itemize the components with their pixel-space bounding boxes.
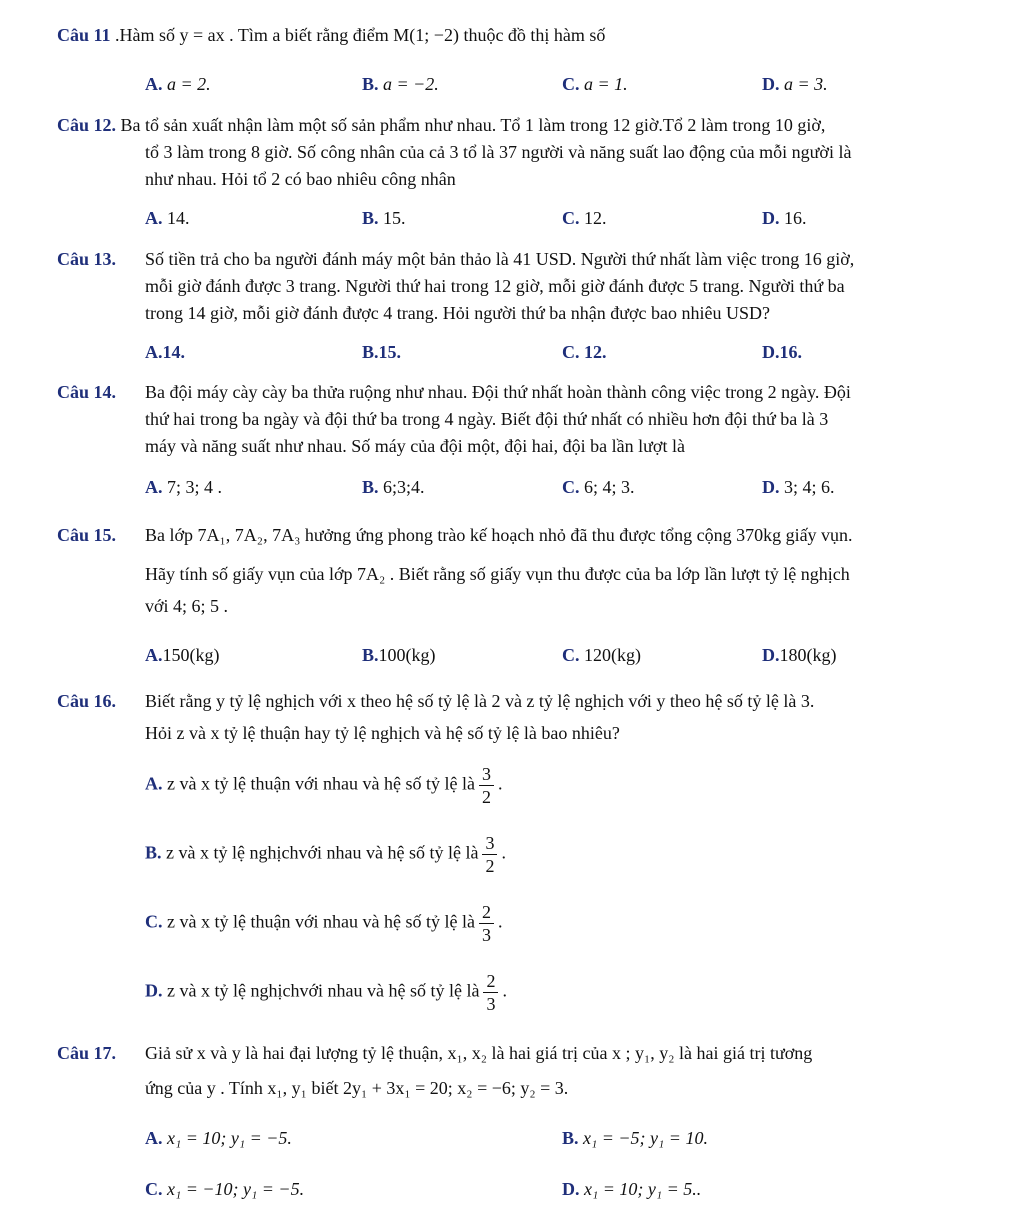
- option-a[interactable]: [145, 474, 222, 501]
- option-label: A.: [145, 477, 163, 497]
- option-d[interactable]: [762, 642, 837, 669]
- option-text: a = 3.: [784, 74, 828, 94]
- option-text: 6; 4; 3.: [584, 477, 635, 497]
- question-text-cont: thứ hai trong ba ngày và đội thứ ba trong 4 ngày. Biết đội thứ nhất có nhiều hơn đội thứ ba là 3: [145, 409, 829, 429]
- option-d[interactable]: D. z và x tỷ lệ nghịchvới nhau và hệ số tỷ lệ là $\frac{2}{3}$ .: [145, 971, 507, 1014]
- question-number: Câu 15.: [57, 525, 117, 545]
- option-text: 100(kg): [378, 645, 436, 665]
- option-text: z và x tỷ lệ thuận với nhau và hệ số tỷ lệ là: [162, 911, 475, 932]
- option-b[interactable]: [362, 642, 436, 669]
- question-text-cont: ứng của y . Tính x₁, y₁ biết 2y₁ + 3x₁ = 20; x₂ = −6; y₂ = 3.: [145, 1078, 569, 1098]
- fraction: $\frac{3}{2}$: [479, 763, 494, 808]
- question-text-cont: Hãy tính số giấy vụn của lớp 7A₂ . Biết rằng số giấy vụn thu được của ba lớp lần lượt tỷ lệ nghịch: [145, 564, 850, 584]
- question-14: [57, 379, 997, 406]
- option-label: C.: [145, 1179, 163, 1199]
- option-label: B.: [362, 74, 379, 94]
- option-label: A.: [145, 645, 163, 665]
- question-text: Giả sử x và y là hai đại lượng tỷ lệ thuận, x₁, x₂ là hai giá trị của x ; y₁, y₂ là hai giá trị tương: [145, 1043, 813, 1063]
- option-c[interactable]: [562, 71, 628, 98]
- option-text: 15.: [378, 342, 402, 362]
- option-b[interactable]: B. z và x tỷ lệ nghịchvới nhau và hệ số tỷ lệ là $\frac{3}{2}$ .: [145, 833, 506, 876]
- option-c[interactable]: [562, 474, 635, 501]
- option-label: C.: [562, 477, 580, 497]
- question-text-cont: tổ 3 làm trong 8 giờ. Số công nhân của cả 3 tổ là 37 người và năng suất lao động của mỗi người là: [145, 142, 852, 162]
- option-label: B.: [362, 208, 379, 228]
- option-text: z và x tỷ lệ nghịchvới nhau và hệ số tỷ lệ là: [161, 842, 479, 863]
- question-text-cont: máy và năng suất như nhau. Số máy của đội một, đội hai, đội ba lần lượt là: [145, 436, 685, 456]
- question-16: [57, 688, 997, 715]
- question-17: [57, 1040, 997, 1067]
- option-label: D.: [562, 1179, 580, 1199]
- option-text: 7; 3; 4 .: [167, 477, 223, 497]
- question-number: Câu 16.: [57, 691, 117, 711]
- option-label: A.: [145, 208, 163, 228]
- option-d[interactable]: [762, 339, 802, 366]
- option-text: 16.: [784, 208, 807, 228]
- option-text: 3; 4; 6.: [784, 477, 835, 497]
- question-number: Câu 13.: [57, 249, 117, 269]
- option-d[interactable]: [762, 474, 835, 501]
- question-text: Số tiền trả cho ba người đánh máy một bản thảo là 41 USD. Người thứ nhất làm việc trong 16 giờ,: [145, 249, 855, 269]
- question-text-cont: với 4; 6; 5 .: [145, 596, 229, 616]
- question-13: [57, 246, 997, 273]
- option-a[interactable]: A. z và x tỷ lệ thuận với nhau và hệ số tỷ lệ là $\frac{3}{2}$ .: [145, 764, 503, 807]
- option-c[interactable]: [562, 642, 641, 669]
- option-a[interactable]: [145, 339, 185, 366]
- option-label: C.: [562, 208, 580, 228]
- option-text: x₁ = 10; y₁ = 5..: [584, 1179, 702, 1199]
- option-label: B.: [145, 842, 162, 863]
- question-number: Câu 12.: [57, 115, 117, 135]
- question-11: [57, 22, 997, 49]
- option-text: 180(kg): [779, 645, 837, 665]
- question-text: Biết rằng y tỷ lệ nghịch với x theo hệ số tỷ lệ là 2 và z tỷ lệ nghịch với y theo hệ số tỷ lệ là 3.: [145, 691, 815, 711]
- question-text-cont: mỗi giờ đánh được 3 trang. Người thứ hai trong 12 giờ, mỗi giờ đánh được 5 trang. Người thứ ba: [145, 276, 845, 296]
- option-b[interactable]: [362, 71, 439, 98]
- option-text: a = 2.: [167, 74, 211, 94]
- option-a[interactable]: [145, 71, 211, 98]
- option-label: C.: [562, 74, 580, 94]
- option-text: a = −2.: [383, 74, 439, 94]
- option-label: A.: [145, 74, 163, 94]
- question-text: .Hàm số y = ax . Tìm a biết rằng điểm M(1; −2) thuộc đồ thị hàm số: [110, 25, 606, 45]
- option-a[interactable]: [145, 1125, 292, 1152]
- question-text: Ba đội máy cày cày ba thửa ruộng như nhau. Đội thứ nhất hoàn thành công việc trong 2 ngày. Đội: [145, 382, 851, 402]
- option-text: 14.: [167, 208, 190, 228]
- option-label: B.: [562, 1128, 579, 1148]
- option-d[interactable]: [762, 71, 828, 98]
- option-label: D.: [762, 645, 780, 665]
- question-number: Câu 17.: [57, 1043, 117, 1063]
- option-a[interactable]: [145, 205, 190, 232]
- option-b[interactable]: [362, 339, 401, 366]
- option-text: 120(kg): [584, 645, 641, 665]
- question-text-cont: Hỏi z và x tỷ lệ thuận hay tỷ lệ nghịch và hệ số tỷ lệ là bao nhiêu?: [145, 723, 620, 743]
- option-text: x₁ = −5; y₁ = 10.: [583, 1128, 708, 1148]
- option-label: D.: [762, 208, 780, 228]
- question-text: Ba tổ sản xuất nhận làm một số sản phẩm như nhau. Tổ 1 làm trong 12 giờ.Tổ 2 làm trong 10 giờ,: [116, 115, 826, 135]
- option-label: B.: [362, 477, 379, 497]
- fraction: $\frac{2}{3}$: [483, 970, 498, 1015]
- option-label: B.: [362, 645, 379, 665]
- question-15: [57, 522, 997, 549]
- option-b[interactable]: [362, 474, 425, 501]
- option-b[interactable]: [562, 1125, 708, 1152]
- option-label: D.: [145, 980, 163, 1001]
- fraction: $\frac{2}{3}$: [479, 901, 494, 946]
- fraction: $\frac{3}{2}$: [482, 832, 497, 877]
- question-text: Ba lớp 7A₁, 7A₂, 7A₃ hưởng ứng phong trào kế hoạch nhỏ đã thu được tổng cộng 370kg giấy vụn.: [145, 525, 853, 545]
- option-text: 12.: [584, 208, 607, 228]
- question-12: [57, 112, 997, 139]
- option-label: A.: [145, 1128, 163, 1148]
- option-text: 15.: [383, 208, 406, 228]
- option-label: A.: [145, 342, 163, 362]
- option-label: D.: [762, 477, 780, 497]
- option-b[interactable]: [362, 205, 406, 232]
- question-number: Câu 14.: [57, 382, 117, 402]
- question-number: Câu 11: [57, 25, 111, 45]
- question-text-cont: như nhau. Hỏi tổ 2 có bao nhiêu công nhân: [145, 169, 456, 189]
- option-c[interactable]: [562, 339, 607, 366]
- option-text: 6;3;4.: [383, 477, 425, 497]
- option-text: z và x tỷ lệ thuận với nhau và hệ số tỷ lệ là: [162, 773, 475, 794]
- option-d[interactable]: [762, 205, 807, 232]
- option-label: A.: [145, 773, 163, 794]
- option-label: C.: [562, 342, 580, 362]
- option-text: x₁ = 10; y₁ = −5.: [167, 1128, 292, 1148]
- option-c[interactable]: C. z và x tỷ lệ thuận với nhau và hệ số tỷ lệ là $\frac{2}{3}$ .: [145, 902, 503, 945]
- option-text: 150(kg): [162, 645, 220, 665]
- option-text: 14.: [162, 342, 185, 362]
- option-d[interactable]: [562, 1176, 701, 1203]
- option-label: C.: [562, 645, 580, 665]
- option-label: C.: [145, 911, 163, 932]
- option-label: D.: [762, 342, 780, 362]
- option-text: 12.: [584, 342, 607, 362]
- option-text: z và x tỷ lệ nghịchvới nhau và hệ số tỷ lệ là: [162, 980, 480, 1001]
- option-c[interactable]: [562, 205, 607, 232]
- question-text-cont: trong 14 giờ, mỗi giờ đánh được 4 trang. Hỏi người thứ ba nhận được bao nhiêu USD?: [145, 303, 771, 323]
- option-label: D.: [762, 74, 780, 94]
- option-c[interactable]: [145, 1176, 304, 1203]
- option-text: 16.: [779, 342, 802, 362]
- option-a[interactable]: [145, 642, 220, 669]
- option-label: B.: [362, 342, 379, 362]
- option-text: x₁ = −10; y₁ = −5.: [167, 1179, 305, 1199]
- option-text: a = 1.: [584, 74, 628, 94]
